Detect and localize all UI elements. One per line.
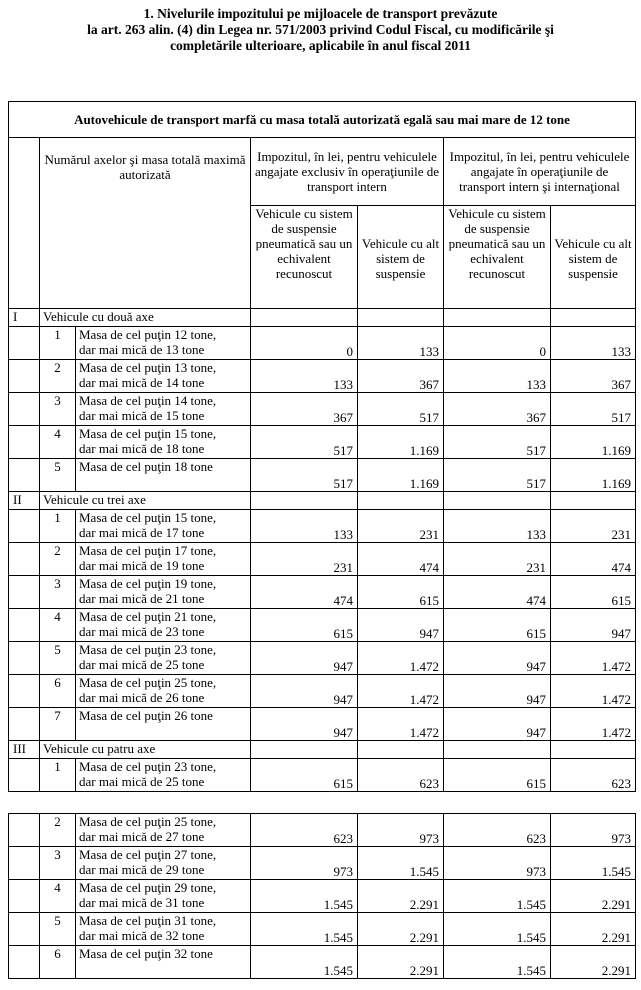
tax-value: 2.291 xyxy=(358,913,444,946)
tax-value: 1.545 xyxy=(444,913,551,946)
tax-value: 231 xyxy=(444,543,551,576)
roman-cell-blank xyxy=(9,708,40,741)
row-label-line: dar mai mică de 18 tone xyxy=(79,441,205,456)
table-row xyxy=(9,759,636,792)
row-label xyxy=(76,708,251,741)
row-number: 1 xyxy=(40,327,76,360)
row-number: 6 xyxy=(40,946,76,979)
table-row xyxy=(9,814,636,847)
row-label-line: dar mai mică de 23 tone xyxy=(79,624,205,639)
tax-value: 947 xyxy=(251,642,358,675)
tax-value: 615 xyxy=(358,576,444,609)
tax-value: 1.169 xyxy=(358,459,444,492)
group-blank xyxy=(251,741,358,759)
tax-value: 623 xyxy=(358,759,444,792)
row-label-line: Masa de cel puţin 13 tone, xyxy=(79,360,217,375)
group-blank xyxy=(358,309,444,327)
row-label-line: Masa de cel puţin 15 tone, xyxy=(79,510,217,525)
tax-value: 973 xyxy=(358,814,444,847)
tax-value: 947 xyxy=(551,609,636,642)
group-blank xyxy=(444,492,551,510)
row-label-line: Masa de cel puţin 27 tone, xyxy=(79,847,217,862)
header-axles: Numărul axelor şi masa totală maximă autorizată xyxy=(40,138,251,309)
table-caption: Autovehicule de transport marfă cu masa totală autorizată egală sau mai mare de 12 tone xyxy=(9,102,636,138)
row-label-line: dar mai mică de 25 tone xyxy=(79,774,205,789)
row-number: 4 xyxy=(40,880,76,913)
row-label-line: dar mai mică de 13 tone xyxy=(79,342,205,357)
tax-value: 474 xyxy=(551,543,636,576)
tax-value: 517 xyxy=(444,459,551,492)
roman-cell-blank xyxy=(9,759,40,792)
row-label xyxy=(76,814,251,847)
tax-value: 947 xyxy=(251,675,358,708)
group-blank xyxy=(358,492,444,510)
row-number: 1 xyxy=(40,759,76,792)
tax-value: 615 xyxy=(251,609,358,642)
table-row xyxy=(9,510,636,543)
table-row xyxy=(9,543,636,576)
group-blank xyxy=(551,741,636,759)
tax-value: 2.291 xyxy=(358,946,444,979)
tax-value: 973 xyxy=(551,814,636,847)
tax-value: 1.545 xyxy=(251,880,358,913)
table-row xyxy=(9,880,636,913)
row-number: 5 xyxy=(40,642,76,675)
header-blank xyxy=(9,138,40,309)
roman-cell-blank xyxy=(9,426,40,459)
row-number: 2 xyxy=(40,543,76,576)
group-label: Vehicule cu patru axe xyxy=(40,741,251,759)
table-row xyxy=(9,847,636,880)
group-blank xyxy=(444,309,551,327)
row-number: 1 xyxy=(40,510,76,543)
tax-value: 2.291 xyxy=(551,880,636,913)
table-row xyxy=(9,576,636,609)
row-label-line: dar mai mică de 27 tone xyxy=(79,829,205,844)
tax-value: 517 xyxy=(358,393,444,426)
group-roman: II xyxy=(9,492,40,510)
group-blank xyxy=(251,492,358,510)
table-row xyxy=(9,393,636,426)
row-label xyxy=(76,913,251,946)
group-label: Vehicule cu trei axe xyxy=(40,492,251,510)
table-row xyxy=(9,459,636,492)
header-pneumatic-suspension: Vehicule cu sistem de suspensie pneumatică sau un echivalent recunoscut xyxy=(444,206,551,309)
row-label-line: dar mai mică de 19 tone xyxy=(79,558,205,573)
tax-value: 1.169 xyxy=(551,426,636,459)
row-label-line: dar mai mică de 14 tone xyxy=(79,375,205,390)
tax-value: 474 xyxy=(358,543,444,576)
row-label-line: Masa de cel puţin 18 tone xyxy=(79,459,213,474)
tax-value: 1.472 xyxy=(551,675,636,708)
row-label-line: dar mai mică de 25 tone xyxy=(79,657,205,672)
roman-cell-blank xyxy=(9,880,40,913)
tax-value: 231 xyxy=(551,510,636,543)
row-number: 4 xyxy=(40,609,76,642)
table-row xyxy=(9,708,636,741)
row-number: 2 xyxy=(40,814,76,847)
row-label-line: Masa de cel puţin 25 tone, xyxy=(79,814,217,829)
row-label xyxy=(76,360,251,393)
tax-value: 367 xyxy=(358,360,444,393)
table-row xyxy=(9,675,636,708)
roman-cell-blank xyxy=(9,576,40,609)
tax-value: 517 xyxy=(251,426,358,459)
tax-value: 947 xyxy=(444,708,551,741)
roman-cell-blank xyxy=(9,675,40,708)
tax-value: 133 xyxy=(251,360,358,393)
tax-value: 947 xyxy=(444,675,551,708)
group-row xyxy=(9,741,636,759)
roman-cell-blank xyxy=(9,327,40,360)
tax-value: 1.169 xyxy=(551,459,636,492)
tax-value: 615 xyxy=(444,609,551,642)
table-row xyxy=(9,913,636,946)
row-label-line: Masa de cel puţin 23 tone, xyxy=(79,759,217,774)
row-label-line: Masa de cel puţin 14 tone, xyxy=(79,393,217,408)
header-other-suspension: Vehicule cu alt sistem de suspensie xyxy=(551,206,636,309)
row-number: 6 xyxy=(40,675,76,708)
tax-value: 623 xyxy=(551,759,636,792)
tax-value: 133 xyxy=(444,360,551,393)
row-label xyxy=(76,510,251,543)
row-label-line: dar mai mică de 17 tone xyxy=(79,525,205,540)
tax-value: 517 xyxy=(251,459,358,492)
row-number: 3 xyxy=(40,576,76,609)
tax-value: 0 xyxy=(251,327,358,360)
tax-value: 1.545 xyxy=(444,880,551,913)
tax-value: 367 xyxy=(251,393,358,426)
tax-value: 133 xyxy=(551,327,636,360)
group-blank xyxy=(444,741,551,759)
tax-value: 367 xyxy=(444,393,551,426)
row-number: 2 xyxy=(40,360,76,393)
tax-value: 517 xyxy=(551,393,636,426)
tax-value: 1.545 xyxy=(251,913,358,946)
row-label xyxy=(76,880,251,913)
row-label-line: Masa de cel puţin 12 tone, xyxy=(79,327,217,342)
row-label-line: dar mai mică de 32 tone xyxy=(79,928,205,943)
tax-table-continuation xyxy=(8,813,636,979)
tax-value: 947 xyxy=(358,609,444,642)
group-roman: III xyxy=(9,741,40,759)
tax-value: 367 xyxy=(551,360,636,393)
tax-value: 133 xyxy=(251,510,358,543)
roman-cell-blank xyxy=(9,393,40,426)
row-label-line: Masa de cel puţin 32 tone xyxy=(79,946,213,961)
roman-cell-blank xyxy=(9,814,40,847)
tax-value: 474 xyxy=(251,576,358,609)
row-label xyxy=(76,759,251,792)
row-number: 3 xyxy=(40,393,76,426)
tax-value: 1.472 xyxy=(358,708,444,741)
row-label xyxy=(76,426,251,459)
roman-cell-blank xyxy=(9,459,40,492)
tax-value: 1.545 xyxy=(444,946,551,979)
row-label-line: Masa de cel puţin 23 tone, xyxy=(79,642,217,657)
tax-value: 2.291 xyxy=(358,880,444,913)
table-row xyxy=(9,426,636,459)
header-international-transport: Impozitul, în lei, pentru vehiculele angajate în operaţiunile de transport intern şi internaţional xyxy=(444,138,636,206)
row-label-line: dar mai mică de 15 tone xyxy=(79,408,205,423)
tax-value: 517 xyxy=(444,426,551,459)
tax-value: 623 xyxy=(251,814,358,847)
row-label-line: dar mai mică de 29 tone xyxy=(79,862,205,877)
header-pneumatic-suspension: Vehicule cu sistem de suspensie pneumatică sau un echivalent recunoscut xyxy=(251,206,358,309)
row-label-line: Masa de cel puţin 29 tone, xyxy=(79,880,217,895)
group-label: Vehicule cu două axe xyxy=(40,309,251,327)
tax-value: 474 xyxy=(444,576,551,609)
table-row xyxy=(9,360,636,393)
row-label xyxy=(76,459,251,492)
row-number: 7 xyxy=(40,708,76,741)
tax-value: 1.545 xyxy=(251,946,358,979)
tax-value: 623 xyxy=(444,814,551,847)
tax-value: 2.291 xyxy=(551,946,636,979)
row-number: 5 xyxy=(40,913,76,946)
row-label xyxy=(76,576,251,609)
header-internal-transport: Impozitul, în lei, pentru vehiculele angajate exclusiv în operaţiunile de transport intern xyxy=(251,138,444,206)
tax-value: 231 xyxy=(358,510,444,543)
row-label xyxy=(76,946,251,979)
tax-value: 1.472 xyxy=(551,708,636,741)
group-row xyxy=(9,309,636,327)
roman-cell-blank xyxy=(9,946,40,979)
header-other-suspension: Vehicule cu alt sistem de suspensie xyxy=(358,206,444,309)
roman-cell-blank xyxy=(9,847,40,880)
tax-value: 947 xyxy=(444,642,551,675)
row-label-line: Masa de cel puţin 15 tone, xyxy=(79,426,217,441)
group-roman: I xyxy=(9,309,40,327)
tax-value: 1.472 xyxy=(358,642,444,675)
row-label-line: dar mai mică de 21 tone xyxy=(79,591,205,606)
row-label-line: Masa de cel puţin 25 tone, xyxy=(79,675,217,690)
roman-cell-blank xyxy=(9,913,40,946)
tax-value: 615 xyxy=(444,759,551,792)
roman-cell-blank xyxy=(9,609,40,642)
roman-cell-blank xyxy=(9,510,40,543)
document-title xyxy=(0,6,641,54)
group-blank xyxy=(551,309,636,327)
row-label xyxy=(76,675,251,708)
table-row xyxy=(9,642,636,675)
tax-value: 973 xyxy=(444,847,551,880)
tax-value: 133 xyxy=(358,327,444,360)
table-row xyxy=(9,609,636,642)
row-label-line: dar mai mică de 26 tone xyxy=(79,690,205,705)
tax-value: 1.169 xyxy=(358,426,444,459)
title-line: 1. Nivelurile impozitului pe mijloacele de transport prevăzute xyxy=(143,6,498,21)
roman-cell-blank xyxy=(9,360,40,393)
tax-value: 1.545 xyxy=(358,847,444,880)
tax-value: 1.545 xyxy=(551,847,636,880)
title-line: la art. 263 alin. (4) din Legea nr. 571/2003 privind Codul Fiscal, cu modificările şi xyxy=(87,22,554,37)
tax-value: 231 xyxy=(251,543,358,576)
tax-value: 2.291 xyxy=(551,913,636,946)
tax-value: 133 xyxy=(444,510,551,543)
row-label-line: Masa de cel puţin 17 tone, xyxy=(79,543,217,558)
row-label-line: Masa de cel puţin 19 tone, xyxy=(79,576,217,591)
tax-value: 973 xyxy=(251,847,358,880)
row-number: 5 xyxy=(40,459,76,492)
tax-value: 1.472 xyxy=(551,642,636,675)
row-label-line: dar mai mică de 31 tone xyxy=(79,895,205,910)
row-label xyxy=(76,327,251,360)
row-label xyxy=(76,393,251,426)
row-label-line: Masa de cel puţin 26 tone xyxy=(79,708,213,723)
row-label xyxy=(76,543,251,576)
row-label-line: Masa de cel puţin 21 tone, xyxy=(79,609,217,624)
tax-value: 0 xyxy=(444,327,551,360)
group-blank xyxy=(551,492,636,510)
roman-cell-blank xyxy=(9,642,40,675)
roman-cell-blank xyxy=(9,543,40,576)
row-label xyxy=(76,609,251,642)
tax-value: 947 xyxy=(251,708,358,741)
group-blank xyxy=(251,309,358,327)
table-row xyxy=(9,327,636,360)
row-number: 4 xyxy=(40,426,76,459)
tax-table xyxy=(8,101,636,792)
row-label xyxy=(76,642,251,675)
tax-value: 1.472 xyxy=(358,675,444,708)
row-label-line: Masa de cel puţin 31 tone, xyxy=(79,913,217,928)
group-row xyxy=(9,492,636,510)
tax-value: 615 xyxy=(551,576,636,609)
table-row xyxy=(9,946,636,979)
group-blank xyxy=(358,741,444,759)
row-label xyxy=(76,847,251,880)
row-number: 3 xyxy=(40,847,76,880)
tax-value: 615 xyxy=(251,759,358,792)
title-line: completările ulterioare, aplicabile în anul fiscal 2011 xyxy=(170,38,471,53)
